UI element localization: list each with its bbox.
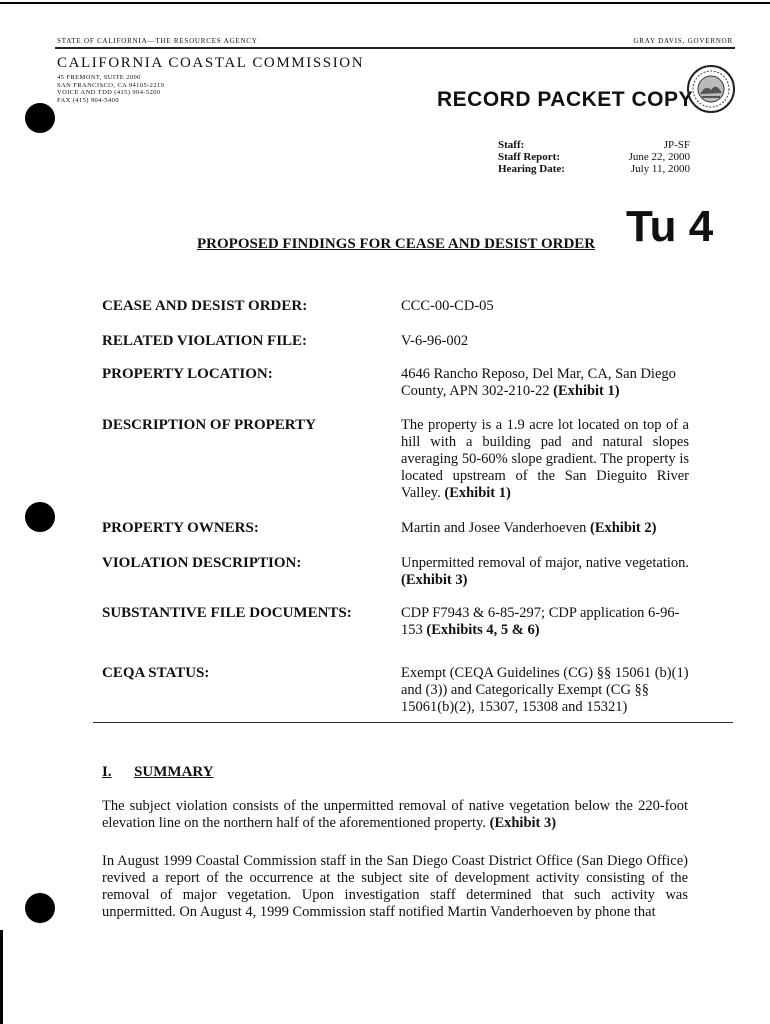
meta-value: JP-SF bbox=[663, 139, 690, 151]
exhibit-ref: (Exhibit 1) bbox=[444, 485, 511, 501]
field-value: 4646 Rancho Reposo, Del Mar, CA, San Diego County, APN 302-210-22 (Exhibit 1) bbox=[401, 366, 676, 399]
address-line: VOICE AND TDD (415) 904-5200 bbox=[57, 89, 161, 96]
state-seal-icon bbox=[686, 64, 736, 114]
field-value: Exempt (CEQA Guidelines (CG) §§ 15061 (b)(1) and (3)) and Categorically Exempt (CG §§ 15061(b)(2), 15307, 15308 and 15321) bbox=[401, 665, 689, 715]
meta-value: June 22, 2000 bbox=[628, 151, 690, 163]
meta-row bbox=[498, 163, 690, 175]
field-value: Martin and Josee Vanderhoeven (Exhibit 2) bbox=[401, 520, 657, 536]
section-divider bbox=[93, 722, 733, 723]
meta-label: Staff Report: bbox=[498, 151, 561, 163]
punch-hole bbox=[25, 893, 55, 923]
address-line: FAX (415) 904-5400 bbox=[57, 96, 119, 104]
governor-name: GRAY DAVIS, GOVERNOR bbox=[633, 37, 733, 45]
field-label: CEASE AND DESIST ORDER: bbox=[102, 298, 308, 314]
record-packet-stamp: RECORD PACKET COPY bbox=[437, 88, 693, 111]
meta-row bbox=[498, 139, 690, 151]
exhibit-ref: (Exhibits 4, 5 & 6) bbox=[426, 622, 540, 638]
field-label: CEQA STATUS: bbox=[102, 665, 210, 681]
punch-hole bbox=[25, 103, 55, 133]
exhibit-ref: (Exhibit 2) bbox=[589, 520, 657, 536]
staff-meta bbox=[498, 139, 690, 175]
field-label: DESCRIPTION OF PROPERTY bbox=[102, 417, 316, 433]
field-label: VIOLATION DESCRIPTION: bbox=[102, 555, 302, 571]
field-label: RELATED VIOLATION FILE: bbox=[102, 333, 308, 349]
top-rule bbox=[0, 2, 770, 4]
meta-value: July 11, 2000 bbox=[630, 163, 690, 175]
commission-name: CALIFORNIA COASTAL COMMISSION bbox=[57, 55, 365, 71]
section-title: SUMMARY bbox=[134, 764, 214, 780]
meta-row bbox=[498, 151, 690, 163]
exhibit-ref: (Exhibit 1) bbox=[553, 383, 620, 399]
field-value: The property is a 1.9 acre lot located on top of a hill with a building pad and natural slopes averaging 50-60% slope gradient. The property is located upstream of the San Dieguito River Valley. (Exhibit 1) bbox=[401, 417, 689, 501]
exhibit-ref: (Exhibit 3) bbox=[401, 572, 468, 588]
document-title: PROPOSED FINDINGS FOR CEASE AND DESIST ORDER bbox=[197, 236, 596, 252]
field-label: PROPERTY LOCATION: bbox=[102, 366, 273, 382]
agency-name: STATE OF CALIFORNIA—THE RESOURCES AGENCY bbox=[57, 37, 258, 45]
section-heading bbox=[102, 764, 214, 781]
field-label: SUBSTANTIVE FILE DOCUMENTS: bbox=[102, 605, 352, 621]
exhibit-ref: (Exhibit 3) bbox=[489, 815, 557, 831]
field-value: Unpermitted removal of major, native vegetation. (Exhibit 3) bbox=[401, 555, 689, 588]
header-rule bbox=[55, 47, 735, 49]
agenda-item: Tu 4 bbox=[626, 202, 714, 251]
field-label: PROPERTY OWNERS: bbox=[102, 520, 259, 536]
meta-label: Hearing Date: bbox=[498, 163, 565, 175]
section-number: I. bbox=[102, 764, 112, 780]
commission-address bbox=[57, 74, 164, 104]
scan-edge bbox=[0, 930, 3, 1024]
address-line: 45 FREMONT, SUITE 2000 bbox=[57, 74, 141, 81]
summary-paragraph: In August 1999 Coastal Commission staff in the San Diego Coast District Office (San Diego Office) revived a report of the occurrence at the subject site of development activity consisting of the removal of major vegetation. Upon investigation staff determined that such activity was unpermitted. On August 4, 1999 Commission staff notified Martin Vanderhoeven by phone that bbox=[102, 853, 688, 920]
field-value: V-6-96-002 bbox=[401, 333, 469, 349]
field-value: CDP F7943 & 6-85-297; CDP application 6-96-153 (Exhibits 4, 5 & 6) bbox=[401, 605, 680, 638]
address-line: SAN FRANCISCO, CA 94105-2219 bbox=[57, 81, 165, 89]
summary-paragraph: The subject violation consists of the unpermitted removal of native vegetation below the 220-foot elevation line on the northern half of the aforementioned property. (Exhibit 3) bbox=[102, 798, 688, 831]
punch-hole bbox=[25, 502, 55, 532]
field-value: CCC-00-CD-05 bbox=[401, 298, 494, 314]
meta-label: Staff: bbox=[498, 139, 525, 151]
